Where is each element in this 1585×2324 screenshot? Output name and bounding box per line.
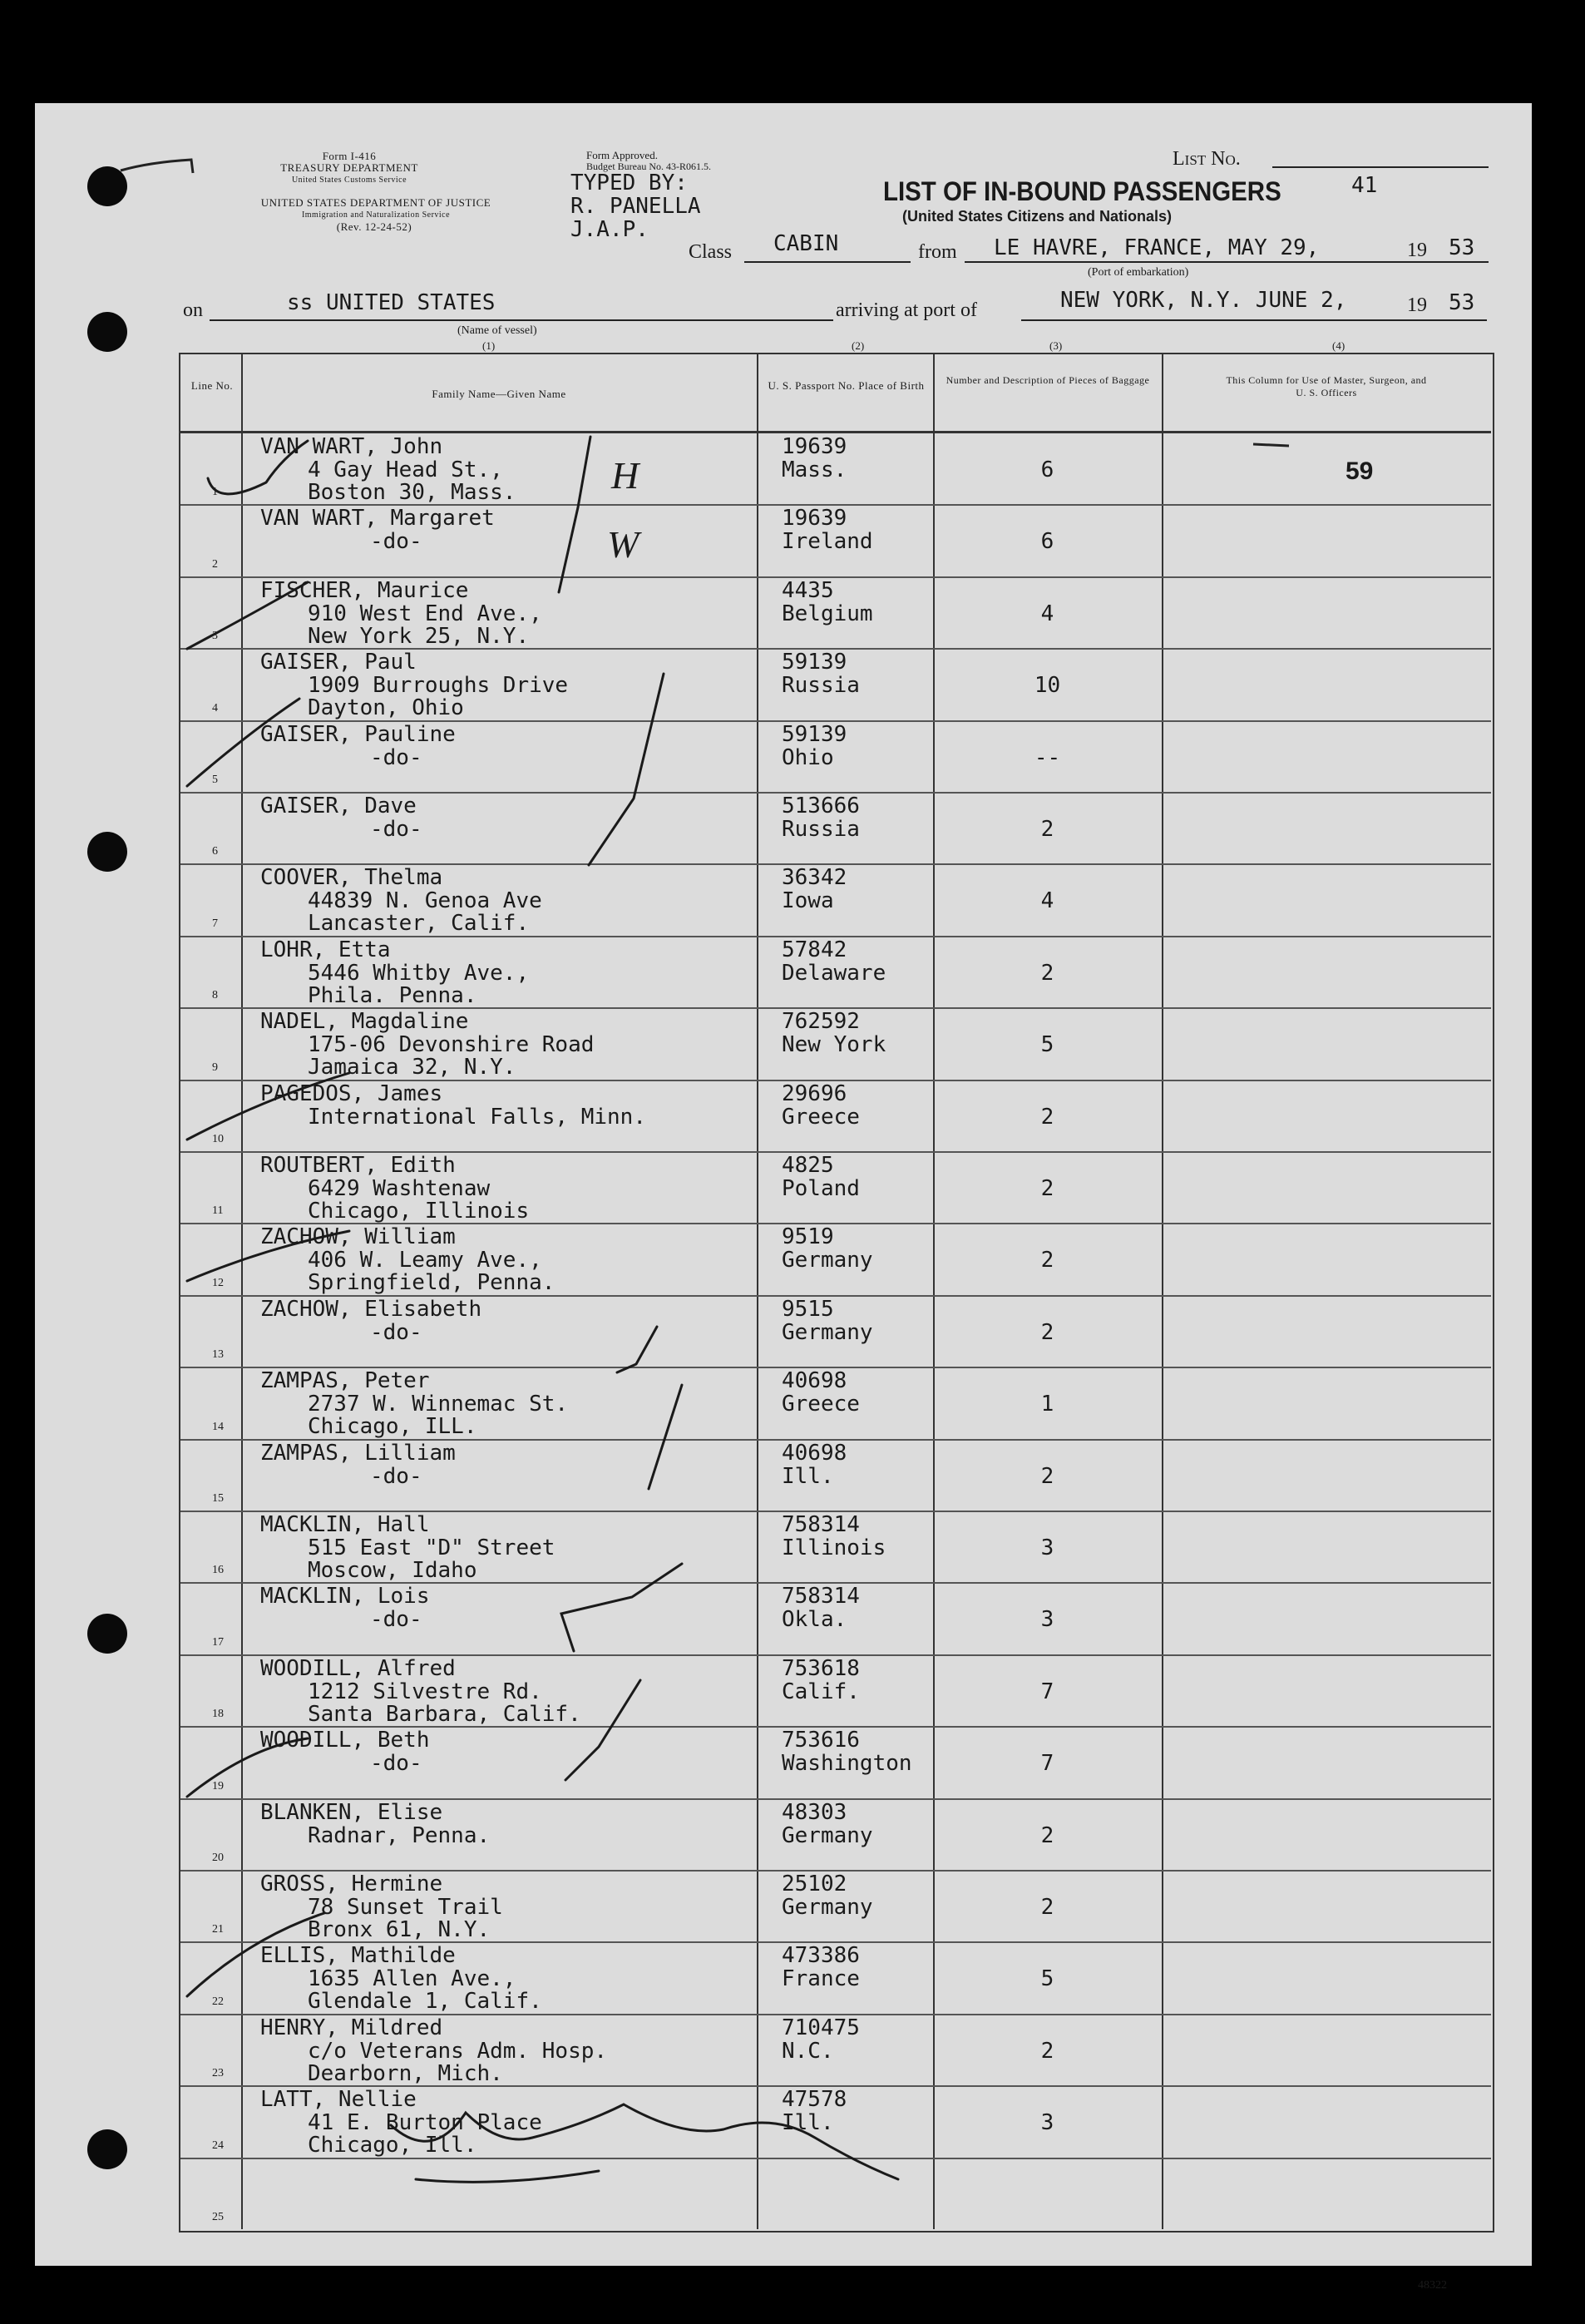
- passenger-address: 4 Gay Head St.,: [308, 457, 503, 482]
- line-number: 13: [212, 1348, 224, 1362]
- col-header-officers: This Column for Use of Master, Surgeon, and U. S. Officers: [1226, 374, 1427, 398]
- binder-hole: [87, 2129, 127, 2169]
- line-number: 3: [212, 630, 218, 643]
- col-num-3: (3): [1049, 339, 1063, 352]
- place-of-birth: Germany: [782, 1895, 873, 1920]
- passenger-name: LOHR, Etta: [260, 937, 391, 962]
- passenger-name: NADEL, Magdaline: [260, 1009, 469, 1035]
- passenger-name: GAISER, Paul: [260, 650, 417, 675]
- handwritten-dash: [116, 150, 200, 183]
- passenger-name: ROUTBERT, Edith: [260, 1153, 456, 1178]
- passenger-address-city: Chicago, Illinois: [308, 1199, 530, 1224]
- binder-hole: [87, 1614, 127, 1654]
- passport-number: 29696: [782, 1080, 847, 1106]
- from-year-prefix: 19: [1407, 240, 1427, 261]
- passenger-name: ZACHOW, William: [260, 1224, 456, 1250]
- passenger-name: GROSS, Hermine: [260, 1872, 443, 1896]
- revision: (Rev. 12-24-52): [336, 220, 412, 233]
- place-of-birth: Russia: [782, 673, 860, 699]
- place-of-birth: Ill.: [782, 1463, 834, 1489]
- list-no-label: List No.: [1173, 148, 1241, 170]
- passport-number: 47578: [782, 2087, 847, 2113]
- officer-dash: [1252, 441, 1293, 449]
- line-number: 8: [212, 989, 218, 1002]
- baggage-count: 3: [1040, 2110, 1054, 2136]
- passenger-address-city: New York 25, N.Y.: [308, 623, 530, 649]
- passenger-address: Radnar, Penna.: [308, 1822, 491, 1848]
- passenger-name: LATT, Nellie: [260, 2087, 417, 2113]
- place-of-birth: Okla.: [782, 1607, 847, 1633]
- passport-number: 40698: [782, 1368, 847, 1394]
- from-value: LE HAVRE, FRANCE, MAY 29,: [994, 235, 1320, 260]
- passport-number: 19639: [782, 434, 847, 459]
- passenger-address: 5446 Whitby Ave.,: [308, 960, 530, 986]
- place-of-birth: Illinois: [782, 1535, 886, 1560]
- vessel-name: ss UNITED STATES: [287, 290, 496, 315]
- passenger-address: 1212 Silvestre Rd.: [308, 1679, 542, 1704]
- passenger-address-city: Jamaica 32, N.Y.: [308, 1055, 516, 1080]
- passport-number: 753618: [782, 1655, 860, 1681]
- passenger-address-city: Phila. Penna.: [308, 982, 477, 1008]
- passenger-address-city: Dayton, Ohio: [308, 695, 464, 721]
- list-no-value: 41: [1351, 173, 1378, 198]
- baggage-count: 1: [1040, 1392, 1054, 1417]
- baggage-count: 2: [1040, 1248, 1054, 1273]
- passenger-name: WOODILL, Alfred: [260, 1655, 456, 1681]
- line-number: 22: [212, 1995, 224, 2008]
- passenger-name: ELLIS, Mathilde: [260, 1943, 456, 1969]
- baggage-count: 2: [1040, 1176, 1054, 1201]
- line-number: 17: [212, 1635, 224, 1649]
- line-number: 4: [212, 701, 218, 715]
- baggage-count: 6: [1040, 529, 1054, 555]
- place-of-birth: France: [782, 1966, 860, 1992]
- passenger-address: 1635 Allen Ave.,: [308, 1966, 516, 1992]
- baggage-count: --: [1034, 744, 1061, 770]
- baggage-count: 5: [1040, 1966, 1054, 1992]
- line-number: 10: [212, 1133, 224, 1145]
- passenger-address: 78 Sunset Trail: [308, 1895, 503, 1920]
- passenger-name: VAN WART, Margaret: [260, 506, 495, 532]
- place-of-birth: Belgium: [782, 601, 873, 626]
- budget-bureau: Budget Bureau No. 43-R061.5.: [586, 161, 711, 172]
- passenger-name: FISCHER, Maurice: [260, 577, 469, 603]
- passport-number: 59139: [782, 721, 847, 747]
- line-number: 21: [212, 1923, 224, 1936]
- place-of-birth: New York: [782, 1032, 886, 1058]
- line-number: 7: [212, 917, 218, 930]
- row-divider: [180, 2158, 1491, 2159]
- place-of-birth: Poland: [782, 1176, 860, 1201]
- baggage-count: 7: [1040, 1751, 1054, 1777]
- from-label: from: [918, 241, 957, 263]
- passenger-name: VAN WART, John: [260, 434, 443, 459]
- passenger-name: ZAMPAS, Peter: [260, 1368, 430, 1394]
- passenger-address: 406 W. Leamy Ave.,: [308, 1248, 542, 1273]
- baggage-count: 4: [1040, 888, 1054, 914]
- footer-number: 48322: [1418, 2279, 1447, 2292]
- baggage-count: 2: [1040, 1104, 1054, 1130]
- place-of-birth: Greece: [782, 1104, 860, 1130]
- vessel-caption: (Name of vessel): [457, 324, 537, 337]
- passport-number: 48303: [782, 1799, 847, 1825]
- form-approved: Form Approved.: [586, 149, 658, 161]
- place-of-birth: Ill.: [782, 2110, 834, 2136]
- passport-number: 473386: [782, 1943, 860, 1969]
- col-header-passport: U. S. Passport No. Place of Birth: [768, 379, 925, 392]
- baggage-count: 10: [1034, 673, 1061, 699]
- baggage-count: 2: [1040, 1822, 1054, 1848]
- col-num-2: (2): [852, 339, 865, 352]
- passenger-address-city: Lancaster, Calif.: [308, 911, 530, 937]
- place-of-birth: Ireland: [782, 529, 873, 555]
- passenger-address: -do-: [370, 1463, 422, 1489]
- line-number: 6: [212, 845, 218, 858]
- place-of-birth: Ohio: [782, 744, 834, 770]
- line-number: 24: [212, 2139, 224, 2152]
- line-number: 11: [212, 1204, 224, 1218]
- passport-number: 9515: [782, 1296, 834, 1322]
- line-number: 18: [212, 1708, 224, 1721]
- passport-number: 19639: [782, 506, 847, 532]
- passenger-address: -do-: [370, 1607, 422, 1633]
- place-of-birth: Germany: [782, 1319, 873, 1345]
- baggage-count: 2: [1040, 2038, 1054, 2064]
- on-label: on: [183, 299, 203, 321]
- baggage-count: 3: [1040, 1607, 1054, 1633]
- binder-hole: [87, 832, 127, 872]
- baggage-count: 5: [1040, 1032, 1054, 1058]
- line-number: 16: [212, 1564, 224, 1577]
- dept-justice: UNITED STATES DEPARTMENT OF JUSTICE: [260, 196, 491, 209]
- passenger-address: -do-: [370, 1319, 422, 1345]
- passport-number: 4435: [782, 577, 834, 603]
- passport-number: 4825: [782, 1153, 834, 1178]
- place-of-birth: Russia: [782, 817, 860, 842]
- dept-treasury: TREASURY DEPARTMENT: [280, 161, 418, 174]
- passenger-name: BLANKEN, Elise: [260, 1799, 443, 1825]
- arrival-value: NEW YORK, N.Y. JUNE 2,: [1060, 288, 1347, 313]
- officer-note: 59: [1346, 457, 1374, 485]
- passport-number: 36342: [782, 865, 847, 891]
- passenger-name: ZACHOW, Elisabeth: [260, 1296, 482, 1322]
- binder-hole: [87, 312, 127, 352]
- form-subtitle: (United States Citizens and Nationals): [902, 208, 1173, 225]
- passport-number: 25102: [782, 1872, 847, 1896]
- passenger-address: 175-06 Devonshire Road: [308, 1032, 595, 1058]
- passenger-name: MACKLIN, Lois: [260, 1584, 430, 1609]
- typed-by-label: TYPED BY:: [570, 171, 688, 195]
- passport-number: 762592: [782, 1009, 860, 1035]
- col-num-4: (4): [1332, 339, 1346, 352]
- line-number: 20: [212, 1852, 224, 1864]
- handwritten-w: W: [607, 523, 639, 566]
- form-number: Form I-416: [322, 150, 377, 162]
- passenger-name: PAGEDOS, James: [260, 1080, 443, 1106]
- passport-number: 758314: [782, 1512, 860, 1537]
- col-header-name: Family Name—Given Name: [432, 388, 566, 400]
- typed-by-initials: J.A.P.: [570, 217, 649, 242]
- passport-number: 753616: [782, 1728, 860, 1753]
- passenger-name: MACKLIN, Hall: [260, 1512, 430, 1537]
- passport-number: 57842: [782, 937, 847, 962]
- passenger-address: 1909 Burroughs Drive: [308, 673, 569, 699]
- passenger-address: -do-: [370, 1751, 422, 1777]
- line-number: 1: [212, 486, 218, 499]
- passenger-address: c/o Veterans Adm. Hosp.: [308, 2038, 608, 2064]
- line-number: 19: [212, 1779, 224, 1792]
- dept-justice-sub: Immigration and Naturalization Service: [301, 210, 451, 220]
- col-num-1: (1): [482, 339, 496, 352]
- passenger-address: 41 E. Burton Place: [308, 2110, 542, 2136]
- baggage-count: 2: [1040, 1319, 1054, 1345]
- baggage-count: 6: [1040, 457, 1054, 482]
- passport-number: 710475: [782, 2015, 860, 2040]
- baggage-count: 2: [1040, 1895, 1054, 1920]
- col-header-line-no: Line No.: [190, 379, 234, 392]
- place-of-birth: Washington: [782, 1751, 912, 1777]
- place-of-birth: Mass.: [782, 457, 847, 482]
- passenger-address-city: Dearborn, Mich.: [308, 2060, 503, 2086]
- place-of-birth: Germany: [782, 1248, 873, 1273]
- place-of-birth: Greece: [782, 1392, 860, 1417]
- arrival-year: 53: [1449, 290, 1475, 315]
- class-label: Class: [689, 241, 733, 263]
- line-number: 5: [212, 774, 218, 786]
- passenger-address: 910 West End Ave.,: [308, 601, 542, 626]
- baggage-count: 2: [1040, 1463, 1054, 1489]
- passenger-address: -do-: [370, 744, 422, 770]
- place-of-birth: N.C.: [782, 2038, 834, 2064]
- passenger-name: COOVER, Thelma: [260, 865, 443, 891]
- line-number: 9: [212, 1061, 218, 1074]
- passport-number: 513666: [782, 794, 860, 818]
- passenger-address-city: Bronx 61, N.Y.: [308, 1917, 491, 1942]
- line-number: 23: [212, 2067, 224, 2080]
- place-of-birth: Germany: [782, 1822, 873, 1848]
- passenger-address: 6429 Washtenaw: [308, 1176, 491, 1201]
- handwritten-h: H: [611, 454, 639, 497]
- line-number: 15: [212, 1492, 224, 1505]
- place-of-birth: Calif.: [782, 1679, 860, 1704]
- col-header-baggage: Number and Description of Pieces of Baggage: [946, 374, 1150, 386]
- typed-by-name: R. PANELLA: [570, 194, 701, 219]
- port-embark-caption: (Port of embarkation): [1088, 266, 1189, 279]
- baggage-count: 2: [1040, 817, 1054, 842]
- line-number: 12: [212, 1276, 224, 1289]
- passport-number: 9519: [782, 1224, 834, 1250]
- passenger-name: ZAMPAS, Lilliam: [260, 1440, 456, 1466]
- passenger-address: -do-: [370, 529, 422, 555]
- passenger-address: -do-: [370, 817, 422, 842]
- passenger-address-city: Moscow, Idaho: [308, 1558, 477, 1583]
- passport-number: 59139: [782, 650, 847, 675]
- passenger-address: 44839 N. Genoa Ave: [308, 888, 542, 914]
- arriving-label: arriving at port of: [836, 299, 977, 321]
- line-number: 25: [212, 2211, 224, 2223]
- baggage-count: 7: [1040, 1679, 1054, 1704]
- passenger-address-city: Santa Barbara, Calif.: [308, 1701, 581, 1727]
- passenger-address-city: Glendale 1, Calif.: [308, 1989, 542, 2015]
- passport-number: 758314: [782, 1584, 860, 1609]
- passenger-name: GAISER, Dave: [260, 794, 417, 818]
- line-number: 2: [212, 557, 218, 571]
- passenger-name: HENRY, Mildred: [260, 2015, 443, 2040]
- line-number: 14: [212, 1420, 224, 1433]
- passenger-address: 515 East "D" Street: [308, 1535, 555, 1560]
- passenger-address-city: Springfield, Penna.: [308, 1270, 555, 1296]
- baggage-count: 3: [1040, 1535, 1054, 1560]
- from-year: 53: [1449, 235, 1475, 260]
- passenger-address: 2737 W. Winnemac St.: [308, 1392, 569, 1417]
- place-of-birth: Delaware: [782, 960, 886, 986]
- passenger-name: WOODILL, Beth: [260, 1728, 430, 1753]
- place-of-birth: Iowa: [782, 888, 834, 914]
- baggage-count: 4: [1040, 601, 1054, 626]
- passport-number: 40698: [782, 1440, 847, 1466]
- form-title: LIST OF IN-BOUND PASSENGERS: [883, 176, 1281, 206]
- passenger-address-city: Chicago, Ill.: [308, 2133, 477, 2158]
- passenger-address-city: Boston 30, Mass.: [308, 480, 516, 505]
- class-value: CABIN: [773, 231, 839, 256]
- passenger-address: International Falls, Minn.: [308, 1104, 646, 1130]
- dept-treasury-sub: United States Customs Service: [291, 176, 407, 185]
- baggage-count: 2: [1040, 960, 1054, 986]
- passenger-address-city: Chicago, ILL.: [308, 1414, 477, 1440]
- passenger-name: GAISER, Pauline: [260, 721, 456, 747]
- arrival-year-prefix: 19: [1407, 294, 1427, 316]
